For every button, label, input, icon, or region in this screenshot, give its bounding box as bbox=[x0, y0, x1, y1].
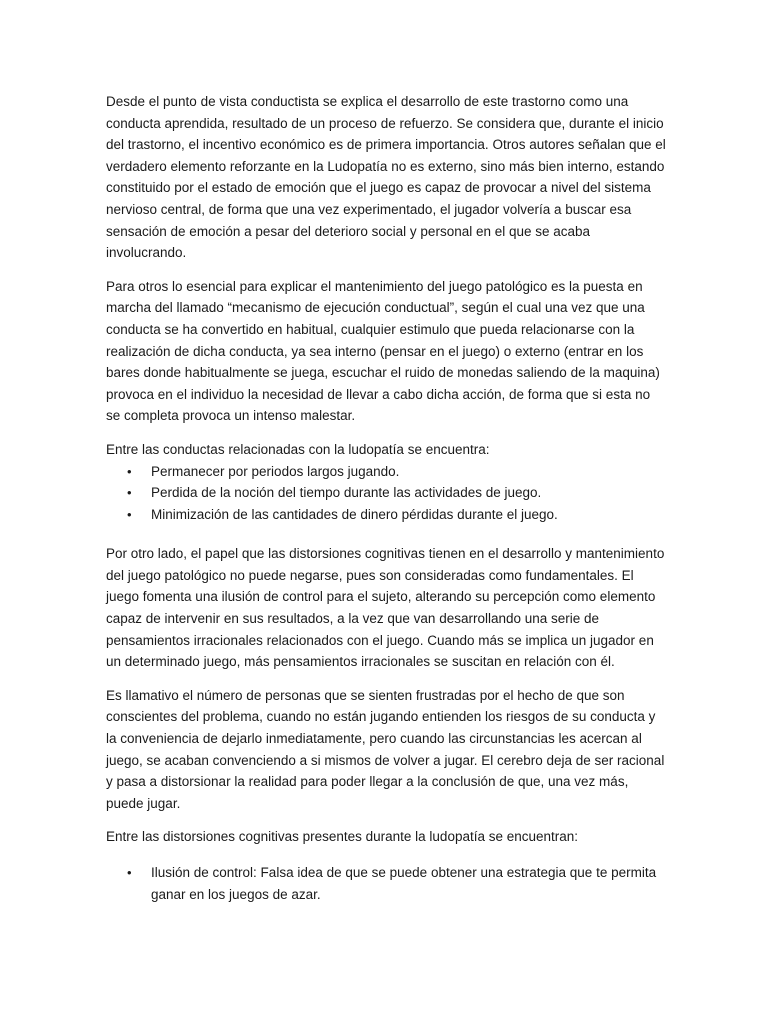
paragraph-frustracion: Es llamativo el número de personas que se sienten frustradas por el hecho de que son conscientes del problema, cuando no están jugando entienden los riesgos de su conducta y la conveniencia de dejarlo inmediatamente, pero cuando las circunstancias les acercan al juego, se acaban convenciendo a si mismos de volver a jugar. El cerebro deja de ser racional y pasa a distorsionar la realidad para poder llegar a la conclusión de que, una vez más, puede jugar. bbox=[106, 687, 665, 811]
paragraph-conductista: Desde el punto de vista conductista se explica el desarrollo de este trastorno como una conducta aprendida, resultado de un proceso de refuerzo. Se considera que, durante el inicio del trastorno, el incentivo económico es de primera importancia. Otros autores señalan que el verdadero elemento reforzante en la Ludopatía no es externo, sino más bien interno, estando constituido por el estado de emoción que el juego es capaz de provocar a nivel del sistema nervioso central, de forma que una vez experimentado, el jugador volvería a buscar esa sensación de emoción a pesar del deterioro social y personal en el que se acaba involucrando. bbox=[106, 94, 666, 261]
bullet-icon: • bbox=[127, 865, 132, 880]
list-item bbox=[106, 461, 666, 483]
document-page bbox=[106, 91, 666, 923]
list-item bbox=[106, 504, 666, 526]
paragraph-mecanismo-ejecucion: Para otros lo esencial para explicar el mantenimiento del juego patológico es la puesta en marcha del llamado “mecanismo de ejecución conductual”, según el cual una vez que una conducta se ha convertido en habitual, cualquier estimulo que pueda relacionarse con la realización de dicha conducta, ya sea interno (pensar en el juego) o externo (entrar en los bares donde habitualmente se juega, escuchar el ruido de monedas saliendo de la maquina) provoca en el individuo la necesidad de llevar a cabo dicha acción, de forma que si esta no se completa provoca un intenso malestar. bbox=[106, 278, 660, 424]
list-item bbox=[106, 862, 666, 905]
list-intro-conductas: Entre las conductas relacionadas con la ludopatía se encuentra: bbox=[106, 441, 490, 457]
bullet-icon: • bbox=[127, 463, 132, 479]
list-item-text: Minimización de las cantidades de dinero pérdidas durante el juego. bbox=[151, 506, 558, 522]
bullet-icon: • bbox=[127, 506, 132, 522]
list-intro-distorsiones: Entre las distorsiones cognitivas presentes durante la ludopatía se encuentran: bbox=[106, 829, 579, 845]
list-item bbox=[106, 482, 666, 504]
list-item-text: Ilusión de control: Falsa idea de que se puede obtener una estrategia que te permita ganar en los juegos de azar. bbox=[151, 865, 657, 902]
bullet-list-conductas bbox=[106, 461, 666, 526]
bullet-list-distorsiones bbox=[106, 862, 666, 905]
list-item-text: Perdida de la noción del tiempo durante las actividades de juego. bbox=[151, 485, 542, 501]
bullet-icon: • bbox=[127, 485, 132, 501]
paragraph-distorsiones: Por otro lado, el papel que las distorsiones cognitivas tienen en el desarrollo y mantenimiento del juego patológico no puede negarse, pues son consideradas como fundamentales. El juego fomenta una ilusión de control para el sujeto, alterando su percepción como elemento capaz de intervenir en sus resultados, a la vez que van desarrollando una serie de pensamientos irracionales relacionados con el juego. Cuando más se implica un jugador en un determinado juego, más pensamientos irracionales se suscitan en relación con él. bbox=[106, 546, 665, 670]
list-item-text: Permanecer por periodos largos jugando. bbox=[151, 463, 400, 479]
